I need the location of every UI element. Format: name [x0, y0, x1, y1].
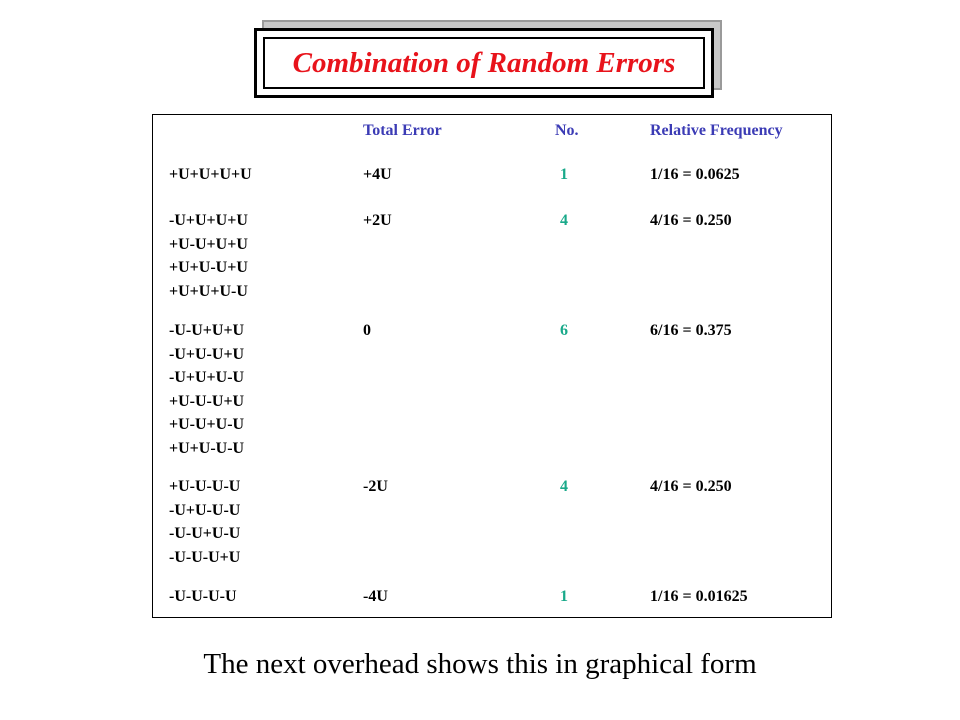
- count-value: 1: [560, 166, 568, 183]
- total-error-value: 0: [363, 322, 371, 339]
- combination-row: +U+U-U-U: [169, 439, 245, 457]
- combination-row: -U-U+U-U: [169, 525, 241, 542]
- title-frame: [254, 28, 714, 98]
- header-relative-frequency: Relative Frequency: [650, 122, 783, 139]
- total-error-value: -4U: [363, 588, 388, 605]
- header-no: No.: [555, 122, 579, 139]
- relative-frequency-value: 6/16 = 0.375: [650, 322, 732, 339]
- combination-row: +U+U+U-U: [169, 282, 248, 300]
- combination-row: -U-U-U-U: [169, 588, 237, 605]
- count-value: 4: [560, 212, 568, 229]
- combination-row: -U-U+U+U: [169, 322, 245, 339]
- title-inner-border: [263, 37, 705, 89]
- count-value: 1: [560, 588, 568, 605]
- combination-row: -U+U+U-U: [169, 369, 245, 386]
- error-combination-table: [152, 114, 832, 618]
- combination-row: +U-U-U-U: [169, 478, 241, 495]
- combination-row: +U+U+U+U: [169, 166, 252, 183]
- count-value: 6: [560, 322, 568, 339]
- header-total-error: Total Error: [363, 122, 442, 139]
- total-error-value: +4U: [363, 166, 392, 183]
- combination-row: +U-U+U+U: [169, 235, 248, 253]
- count-value: 4: [560, 478, 568, 495]
- relative-frequency-value: 1/16 = 0.0625: [650, 166, 740, 183]
- page-title: Combination of Random Errors: [292, 46, 676, 79]
- footer-caption: The next overhead shows this in graphical form: [203, 648, 757, 680]
- relative-frequency-value: 1/16 = 0.01625: [650, 588, 748, 605]
- combination-row: -U+U-U-U: [169, 501, 241, 519]
- total-error-value: +2U: [363, 212, 392, 229]
- combination-row: +U-U-U+U: [169, 392, 245, 410]
- relative-frequency-value: 4/16 = 0.250: [650, 212, 732, 229]
- combination-row: -U-U-U+U: [169, 548, 241, 566]
- total-error-value: -2U: [363, 478, 388, 495]
- combination-row: -U+U-U+U: [169, 345, 245, 363]
- relative-frequency-value: 4/16 = 0.250: [650, 478, 732, 495]
- combination-row: +U-U+U-U: [169, 416, 245, 433]
- combination-row: +U+U-U+U: [169, 259, 248, 276]
- combination-row: -U+U+U+U: [169, 212, 248, 229]
